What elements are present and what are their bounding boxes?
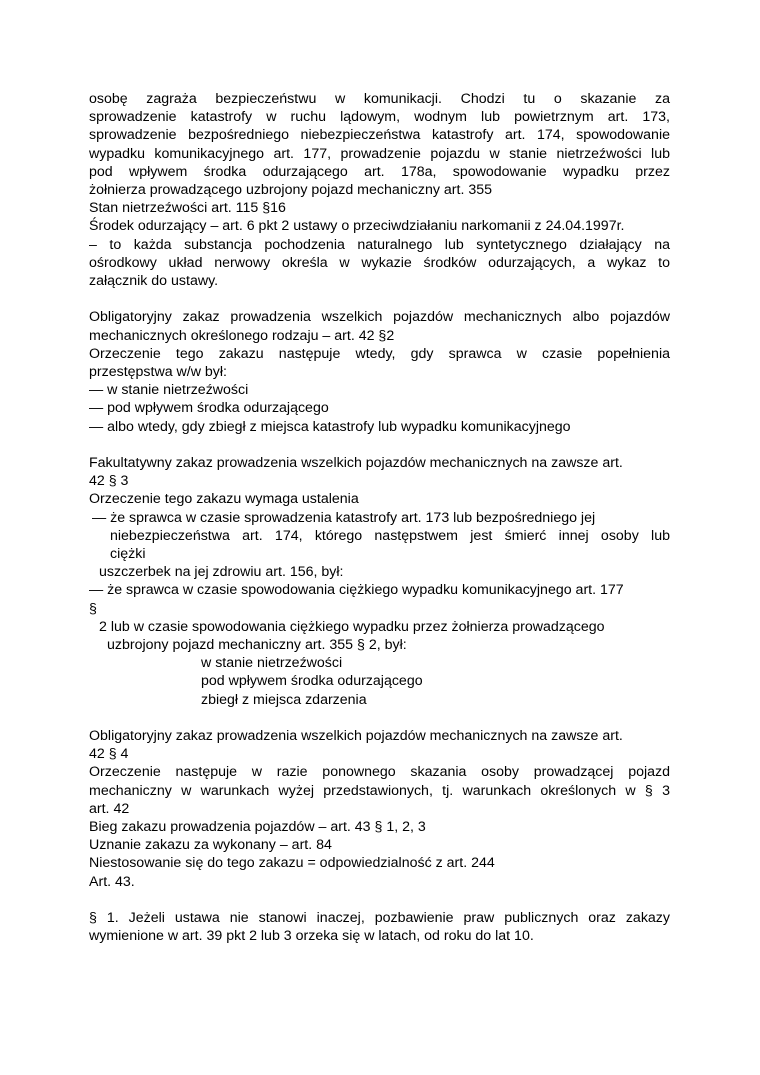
text-line: Obligatoryjny zakaz prowadzenia wszelkich pojazdów mechanicznych na zawsze art.: [89, 728, 623, 745]
text-line: Art. 43.: [89, 873, 135, 890]
text-line: 2 lub w czasie spowodowania ciężkiego wypadku przez żołnierza prowadzącego: [99, 618, 605, 635]
list-item: — że sprawca w czasie sprowadzenia katastrofy art. 173 lub bezpośredniego jej: [92, 509, 596, 526]
text-line: Obligatoryjny zakaz prowadzenia wszelkich pojazdów mechanicznych albo pojazdów: [89, 309, 670, 326]
text-line: Fakultatywny zakaz prowadzenia wszelkich pojazdów mechanicznych na zawsze art.: [89, 455, 623, 472]
paragraph-optional-ban: [89, 454, 670, 709]
text-line: wymienione w art. 39 pkt 2 lub 3 orzeka się w latach, od roku do lat 10.: [89, 928, 534, 945]
document-body: [89, 90, 670, 945]
text-line: żołnierza prowadzącego uzbrojony pojazd mechaniczny art. 355: [89, 182, 492, 199]
text-line: mechaniczny w warunkach wyżej przedstawionych, tj. warunkach określonych w § 3: [89, 782, 670, 799]
sub-list-item: pod wpływem środka odurzającego: [201, 673, 423, 690]
text-line: art. 42: [89, 800, 130, 817]
text-line: Orzeczenie tego zakazu wymaga ustalenia: [89, 491, 359, 508]
text-line: Uznanie zakazu za wykonany – art. 84: [89, 837, 332, 854]
paragraph-traffic-offences: [89, 90, 670, 290]
paragraph-permanent-ban: [89, 727, 670, 891]
text-line: wypadku komunikacyjnego art. 177, prowadzenie pojazdu w stanie nietrzeźwości lub: [89, 145, 670, 162]
text-line: ciężki: [110, 546, 146, 563]
text-line: Bieg zakazu prowadzenia pojazdów – art. 43 § 1, 2, 3: [89, 819, 426, 836]
text-line: sprowadzenie katastrofy w ruchu lądowym, wodnym lub powietrznym art. 173,: [89, 109, 670, 126]
text-line: Orzeczenie tego zakazu następuje wtedy, gdy sprawca w czasie popełnienia: [89, 345, 670, 362]
text-line: Stan nietrzeźwości art. 115 §16: [89, 200, 286, 217]
text-line: załącznik do ustawy.: [89, 273, 219, 290]
sub-list-item: zbiegł z miejsca zdarzenia: [201, 691, 367, 708]
sub-list-item: w stanie nietrzeźwości: [201, 655, 343, 672]
list-item: — albo wtedy, gdy zbiegł z miejsca katastrofy lub wypadku komunikacyjnego: [89, 418, 571, 435]
paragraph-article-43: [89, 909, 670, 945]
text-line: sprowadzenie bezpośredniego niebezpieczeństwa katastrofy art. 174, spowodowanie: [89, 127, 670, 144]
list-item: — pod wpływem środka odurzającego: [89, 400, 329, 417]
text-line: przestępstwa w/w był:: [89, 364, 227, 381]
list-item: — w stanie nietrzeźwości: [89, 382, 249, 399]
text-line: ośrodkowy układ nerwowy określa w wykazie środków odurzających, a wykaz to: [89, 254, 670, 271]
text-line: Niestosowanie się do tego zakazu = odpowiedzialność z art. 244: [89, 855, 495, 872]
paragraph-obligatory-ban: [89, 308, 670, 435]
list-item: — że sprawca w czasie spowodowania ciężkiego wypadku komunikacyjnego art. 177: [89, 582, 624, 599]
text-line: 42 § 3: [89, 473, 129, 490]
text-line: Orzeczenie następuje w razie ponownego skazania osoby prowadzącej pojazd: [89, 764, 670, 781]
text-line: pod wpływem środka odurzającego art. 178a, spowodowanie wypadku przez: [89, 163, 670, 180]
text-line: – to każda substancja pochodzenia naturalnego lub syntetycznego działający na: [89, 236, 670, 253]
text-line: 42 § 4: [89, 746, 129, 763]
text-line: uzbrojony pojazd mechaniczny art. 355 § 2, był:: [107, 637, 407, 654]
text-line: mechanicznych określonego rodzaju – art. 42 §2: [89, 327, 395, 344]
text-line: uszczerbek na jej zdrowiu art. 156, był:: [99, 564, 344, 581]
text-line: niebezpieczeństwa art. 174, którego następstwem jest śmierć innej osoby lub: [110, 527, 670, 544]
text-line: osobę zagraża bezpieczeństwu w komunikacji. Chodzi tu o skazanie za: [89, 91, 670, 107]
text-line: § 1. Jeżeli ustawa nie stanowi inaczej, pozbawienie praw publicznych oraz zakazy: [89, 910, 670, 927]
text-line: Środek odurzający – art. 6 pkt 2 ustawy o przeciwdziałaniu narkomanii z 24.04.1997r.: [89, 218, 625, 235]
text-line: §: [89, 600, 97, 617]
